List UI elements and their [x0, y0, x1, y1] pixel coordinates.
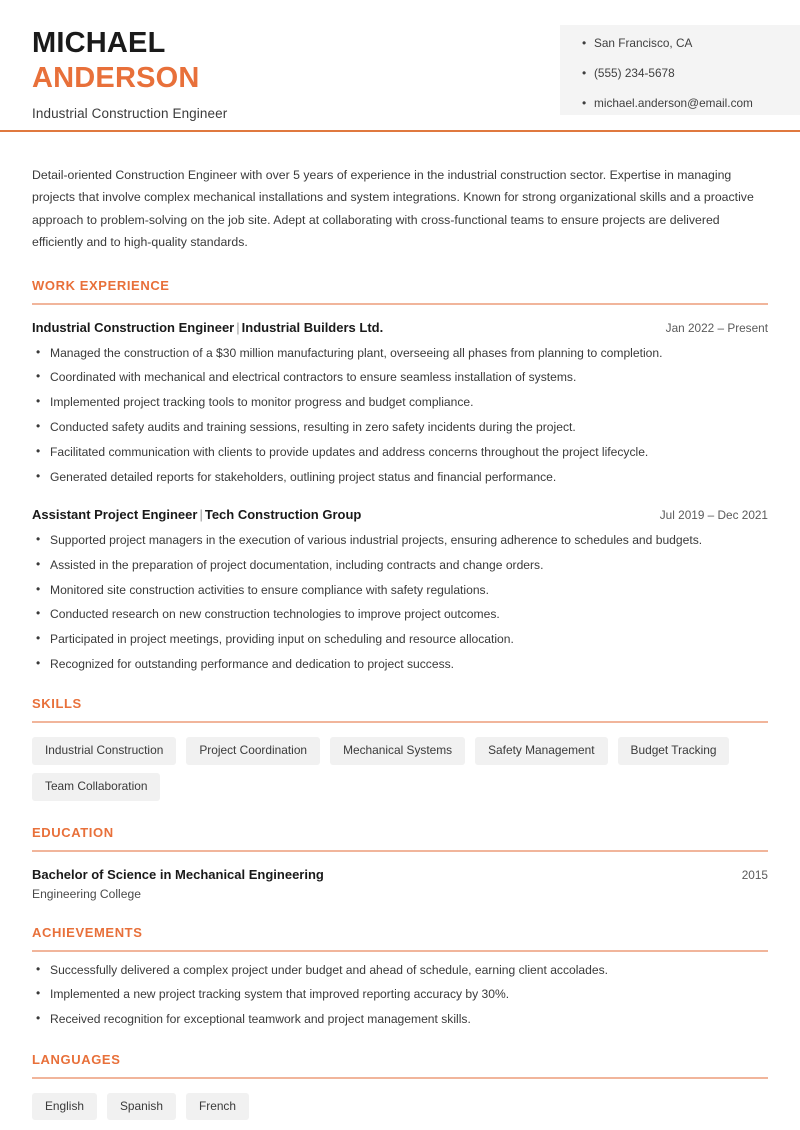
experience-bullet-list [32, 345, 768, 485]
title-separator: | [236, 319, 240, 335]
experience-company: Tech Construction Group [204, 506, 362, 522]
section-divider [32, 850, 768, 852]
bullet-item: • Participated in project meetings, providing input on scheduling and resource allocation. [32, 631, 768, 647]
experience-company: Industrial Builders Ltd. [241, 319, 384, 335]
bullet-item: • Monitored site construction activities to ensure compliance with safety regulations. [32, 582, 768, 598]
section-title-skills: SKILLS [32, 696, 82, 712]
contact-info-box [560, 25, 800, 115]
language-pill: French [186, 1093, 249, 1121]
contact-email: • michael.anderson@email.com [582, 98, 800, 110]
bullet-item: • Conducted safety audits and training sessions, resulting in zero safety incidents during the project. [32, 419, 768, 435]
experience-role: Assistant Project Engineer [32, 506, 198, 522]
experience-date: Jul 2019 – Dec 2021 [659, 507, 768, 522]
bullet-item: • Assisted in the preparation of project documentation, including contracts and change orders. [32, 557, 768, 573]
bullet-item: • Generated detailed reports for stakeholders, outlining project status and financial performance. [32, 469, 768, 485]
name-block [32, 26, 227, 121]
bullet-item: • Implemented project tracking tools to monitor progress and budget compliance. [32, 394, 768, 410]
header-divider [0, 130, 800, 132]
bullet-item: • Managed the construction of a $30 million manufacturing plant, overseeing all phases from planning to completion. [32, 345, 768, 361]
education-school: Engineering College [32, 886, 141, 901]
education-date: 2015 [741, 867, 768, 882]
section-achievements [32, 925, 768, 1028]
experience-entry [32, 507, 768, 672]
bullet-item: • Supported project managers in the execution of various industrial projects, ensuring adherence to schedules and budgets. [32, 532, 768, 548]
section-languages [32, 1052, 768, 1121]
resume-body [0, 164, 800, 1120]
experience-bullet-list [32, 532, 768, 672]
experience-title-company [32, 507, 361, 522]
experience-entry [32, 320, 768, 485]
experience-date: Jan 2022 – Present [665, 320, 768, 335]
section-title-languages: LANGUAGES [32, 1051, 121, 1067]
section-divider [32, 303, 768, 305]
bullet-item: • Facilitated communication with clients to provide updates and address concerns throughout the project lifecycle. [32, 444, 768, 460]
language-pill: English [32, 1093, 97, 1121]
education-entry [32, 867, 768, 901]
section-divider [32, 1077, 768, 1079]
first-name: MICHAEL [32, 27, 166, 59]
education-entry-header [32, 867, 768, 882]
resume-header [0, 0, 800, 131]
bullet-item: • Conducted research on new construction technologies to improve project outcomes. [32, 606, 768, 622]
education-degree: Bachelor of Science in Mechanical Engineering [32, 866, 324, 882]
contact-location: • San Francisco, CA [582, 38, 800, 50]
section-work-experience [32, 278, 768, 673]
contact-phone: • (555) 234-5678 [582, 68, 800, 80]
section-education [32, 825, 768, 901]
experience-entry-header [32, 320, 768, 335]
languages-list [32, 1093, 768, 1121]
skill-pill: Project Coordination [186, 737, 320, 765]
experience-role: Industrial Construction Engineer [32, 319, 235, 335]
bullet-item: • Received recognition for exceptional teamwork and project management skills. [32, 1011, 768, 1027]
skill-pill: Industrial Construction [32, 737, 176, 765]
section-skills [32, 696, 768, 800]
skill-pill: Safety Management [475, 737, 607, 765]
section-title-education: EDUCATION [32, 824, 114, 840]
bullet-item: • Recognized for outstanding performance and dedication to project success. [32, 656, 768, 672]
professional-title: Industrial Construction Engineer [32, 105, 228, 121]
bullet-item: • Implemented a new project tracking system that improved reporting accuracy by 30%. [32, 986, 768, 1002]
language-pill: Spanish [107, 1093, 176, 1121]
professional-summary: Detail-oriented Construction Engineer with over 5 years of experience in the industrial construction sector. Expertise in managing projects that involve complex mechanical installations and system integrations. Known for strong organizational skills and a proactive approach to problem-solving on the job site. Adept at collaborating with cross-functional teams to ensure projects are delivered efficiently and to high-quality standards. [32, 168, 754, 250]
section-divider [32, 721, 768, 723]
experience-title-company [32, 320, 383, 335]
bullet-item: • Coordinated with mechanical and electrical contractors to ensure seamless installation of systems. [32, 369, 768, 385]
experience-entry-header [32, 507, 768, 522]
skill-pill: Mechanical Systems [330, 737, 465, 765]
title-separator: | [199, 506, 203, 522]
skills-list [32, 737, 768, 800]
section-title-work-experience: WORK EXPERIENCE [32, 277, 170, 293]
section-divider [32, 950, 768, 952]
achievements-list [32, 962, 768, 1028]
bullet-item: • Successfully delivered a complex project under budget and ahead of schedule, earning client accolades. [32, 962, 768, 978]
section-title-achievements: ACHIEVEMENTS [32, 924, 143, 940]
skill-pill: Team Collaboration [32, 773, 160, 801]
last-name: ANDERSON [32, 62, 200, 95]
skill-pill: Budget Tracking [618, 737, 730, 765]
